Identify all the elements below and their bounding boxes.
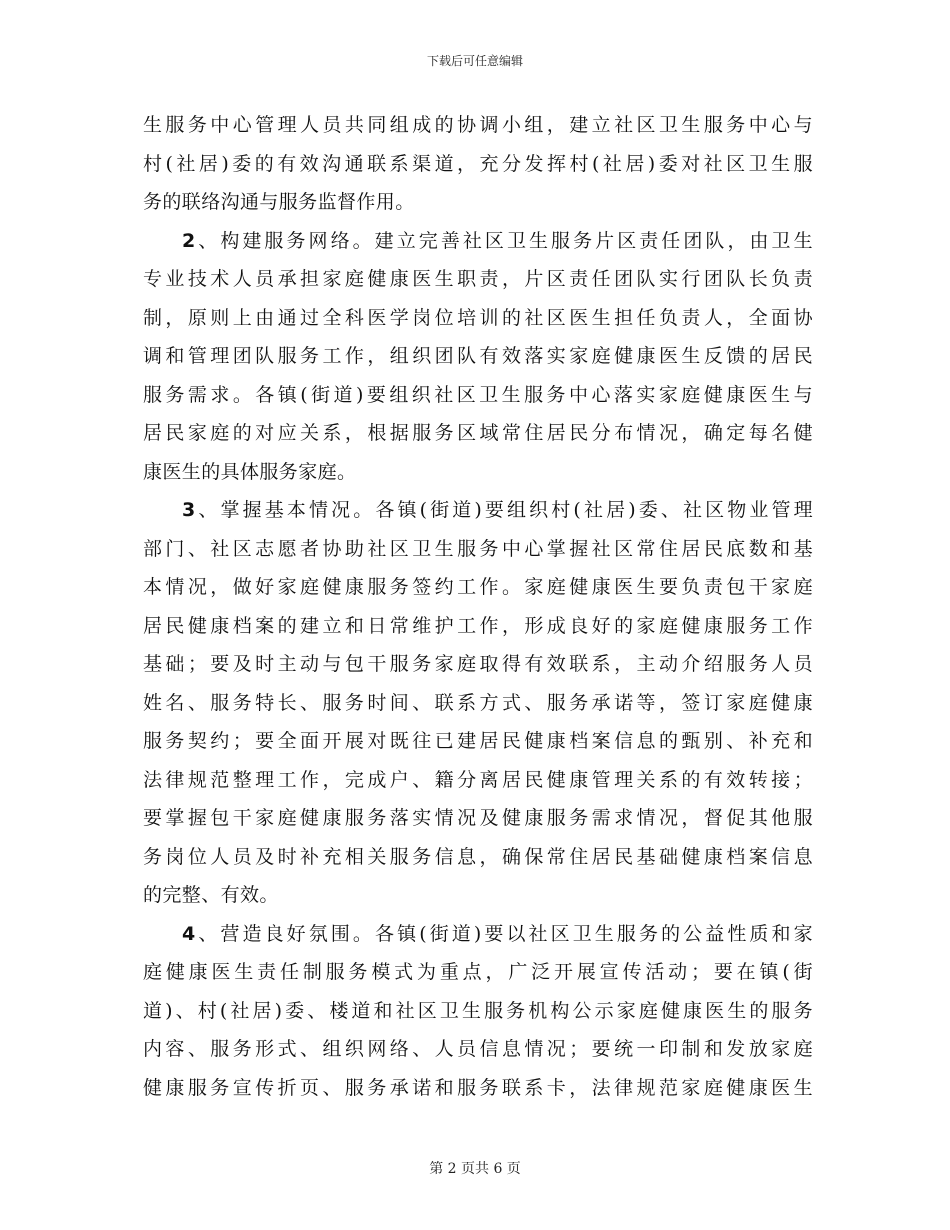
paragraph-line: [143, 453, 813, 492]
paragraph-line: [143, 222, 813, 261]
line-text: 内容、服务形式、组织网络、人员信息情况；要统一印制和发放家庭: [143, 1038, 813, 1060]
line-text: 的完整、有效。: [143, 884, 279, 906]
document-body: [143, 106, 813, 1107]
paragraph-line: [143, 260, 813, 299]
paragraph-line: [143, 876, 813, 915]
paragraph-line: [143, 491, 813, 530]
paragraph-line: [143, 607, 813, 646]
paragraph-line: [143, 145, 813, 184]
paragraph: [143, 915, 813, 1108]
line-text: 康医生的具体服务家庭。: [143, 460, 357, 483]
line-text: 、营造良好氛围。各镇(街道)要以社区卫生服务的公益性质和家: [195, 922, 813, 945]
line-text: 要掌握包干家庭健康服务落实情况及健康服务需求情况，督促其他服: [143, 807, 813, 829]
paragraph-line: [143, 953, 813, 992]
paragraph-line: [143, 1069, 813, 1108]
paragraph-line: [143, 1030, 813, 1069]
line-text: 健康服务宣传折页、服务承诺和服务联系卡，法律规范家庭健康医生: [143, 1076, 813, 1099]
line-text: 庭健康医生责任制服务模式为重点，广泛开展宣传活动；要在镇(街: [143, 961, 813, 983]
line-text: 居民健康档案的建立和日常维护工作，形成良好的家庭健康服务工作: [143, 614, 813, 637]
paragraph-line: [143, 838, 813, 877]
line-text: 居民家庭的对应关系，根据服务区域常住居民分布情况，确定每名健: [143, 422, 813, 444]
paragraph-line: [143, 915, 813, 954]
paragraph-line: [143, 299, 813, 338]
line-text: 部门、社区志愿者协助社区卫生服务中心掌握社区常住居民底数和基: [143, 537, 813, 560]
line-text: 调和管理团队服务工作，组织团队有效落实家庭健康医生反馈的居民: [143, 345, 813, 367]
line-text: 服务需求。各镇(街道)要组织社区卫生服务中心落实家庭健康医生与: [143, 383, 813, 406]
paragraph: [143, 106, 813, 222]
line-text: 务岗位人员及时补充相关服务信息，确保常住居民基础健康档案信息: [143, 845, 813, 868]
paragraph-line: [143, 376, 813, 415]
page-footer: 第 2 页共 6 页: [429, 1161, 521, 1177]
line-text: 生服务中心管理人员共同组成的协调小组，建立社区卫生服务中心与: [143, 114, 813, 136]
line-text: 专业技术人员承担家庭健康医生职责，片区责任团队实行团队长负责: [143, 268, 813, 290]
paragraph-line: [143, 684, 813, 723]
page-header: 下载后可任意编辑: [426, 54, 523, 68]
paragraph-line: [143, 337, 813, 376]
line-text: 服务契约；要全面开展对既往已建居民健康档案信息的甄别、补充和: [143, 730, 813, 752]
line-text: 、掌握基本情况。各镇(街道)要组织村(社居)委、社区物业管理: [195, 499, 813, 521]
paragraph-line: [143, 992, 813, 1031]
line-text: 法律规范整理工作，完成户、籍分离居民健康管理关系的有效转接；: [143, 768, 813, 791]
paragraph-line: [143, 183, 813, 222]
paragraph-line: [143, 799, 813, 838]
line-text: 本情况，做好家庭健康服务签约工作。家庭健康医生要负责包干家庭: [143, 576, 813, 598]
line-text: 基础；要及时主动与包干服务家庭取得有效联系，主动介绍服务人员: [143, 653, 813, 675]
paragraph-line: [143, 106, 813, 145]
line-text: 村(社居)委的有效沟通联系渠道，充分发挥村(社居)委对社区卫生服: [143, 152, 813, 175]
line-text: 道)、村(社居)委、楼道和社区卫生服务机构公示家庭健康医生的服务: [143, 999, 813, 1022]
paragraph-number: 3: [182, 499, 196, 521]
paragraph: [143, 222, 813, 492]
line-text: 制，原则上由通过全科医学岗位培训的社区医生担任负责人，全面协: [143, 306, 813, 329]
line-text: 、构建服务网络。建立完善社区卫生服务片区责任团队，由卫生: [195, 229, 813, 252]
paragraph-number: 4: [182, 922, 196, 945]
paragraph-line: [143, 645, 813, 684]
paragraph-line: [143, 761, 813, 800]
paragraph-line: [143, 568, 813, 607]
paragraph-line: [143, 414, 813, 453]
line-text: 姓名、服务特长、服务时间、联系方式、服务承诺等，签订家庭健康: [143, 691, 813, 714]
paragraph-number: 2: [182, 229, 196, 252]
paragraph-line: [143, 722, 813, 761]
line-text: 务的联络沟通与服务监督作用。: [143, 191, 415, 213]
paragraph: [143, 491, 813, 915]
paragraph-line: [143, 530, 813, 569]
